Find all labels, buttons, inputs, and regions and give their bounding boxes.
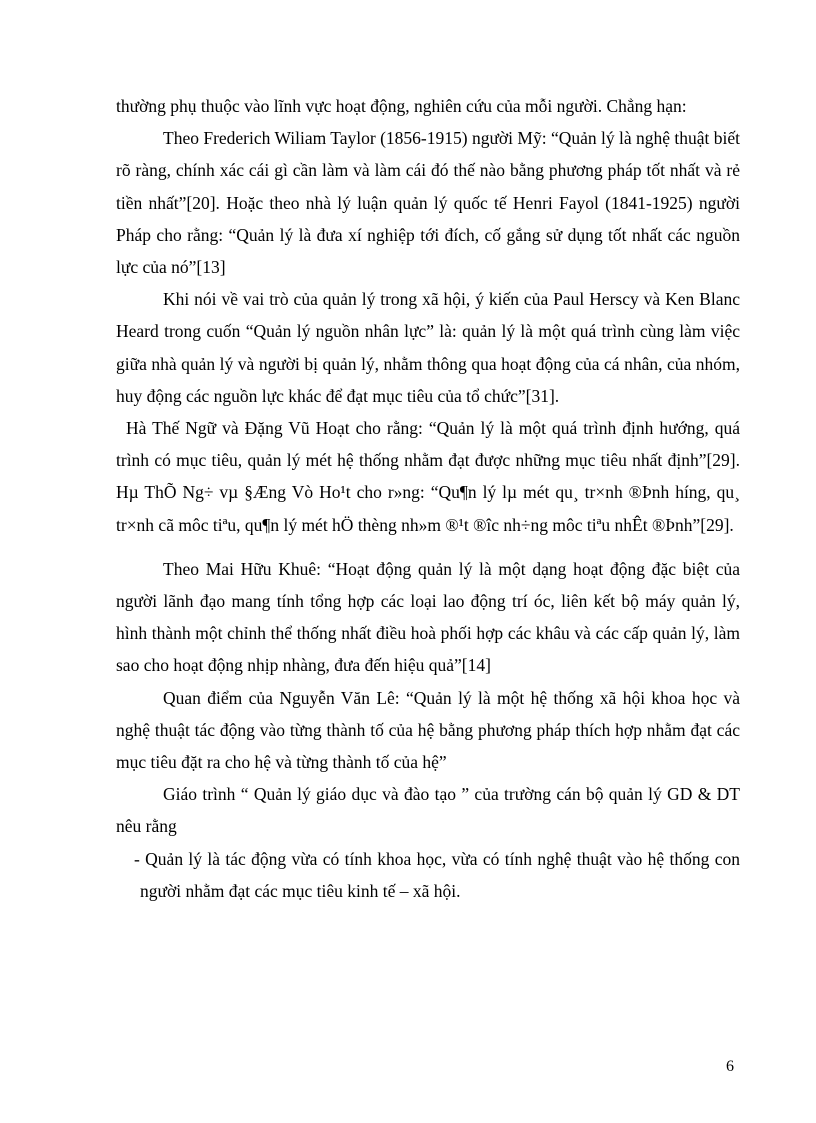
page-number: 6 xyxy=(726,1058,734,1075)
paragraph-intro: thường phụ thuộc vào lĩnh vực hoạt động, nghiên cứu của mỗi người. Chẳng hạn: xyxy=(116,96,687,116)
paragraph-mai-huu-khue: Theo Mai Hữu Khuê: “Hoạt động quản lý là một dạng hoạt động đặc biệt của người lãnh đạo mang tính tổng hợp các loại lao động trí óc, liên kết bộ máy quản lý, hình thành một chỉnh thể thống nhất điều hoà phối hợp các khâu và các cấp quản lý, làm sao cho hoạt động nhịp nhàng, đưa đến hiệu quả”[14] xyxy=(116,558,740,676)
body-text xyxy=(116,90,740,907)
paragraph-herscy-blanchard: Khi nói về vai trò của quản lý trong xã hội, ý kiến của Paul Herscy và Ken Blanc Heard trong cuốn “Quản lý nguồn nhân lực” là: quản lý là một quá trình cùng làm việc giữa nhà quản lý và người bị quản lý, nhằm thông qua hoạt động của cá nhân, của nhóm, huy động các nguồn lực khác để đạt mục tiêu của tổ chức”[31]. xyxy=(116,289,740,406)
paragraph-taylor-fayol: Theo Frederich Wiliam Taylor (1856-1915) người Mỹ: “Quản lý là nghệ thuật biết rõ ràng, chính xác cái gì cần làm và làm cái đó thế nào bằng phương pháp tốt nhất và rẻ tiền nhất”[20]. Hoặc theo nhà lý luận quản lý quốc tế Henri Fayol (1841-1925) người Pháp cho rằng: “Quản lý là đưa xí nghiệp tới đích, cố gắng sử dụng tốt nhất các nguồn lực của nó”[13] xyxy=(116,128,741,278)
paragraph-ha-the-ngu: Hà Thế Ngữ và Đặng Vũ Hoạt cho rằng: “Quản lý là một quá trình định hướng, quá trình có mục tiêu, quản lý mét hệ thống nhằm đạt được những mục tiêu nhất định”[29]. Hµ ThÕ Ng÷ vµ §Æng Vò Ho¹t cho r»ng: “Qu¶n lý lµ mét qu¸ tr×nh ®Þnh híng, qu¸ tr×nh cã môc tiªu, qu¶n lý mét hÖ thèng nh»m ®¹t ®îc nh÷ng môc tiªu nhÊt ®Þnh”[29]. xyxy=(116,418,740,535)
paragraph-nguyen-van-le: Quan điểm của Nguyễn Văn Lê: “Quản lý là một hệ thống xã hội khoa học và nghệ thuật tác động vào từng thành tố của hệ bằng phương pháp thích hợp nhằm đạt các mục tiêu đặt ra cho hệ và từng thành tố của hệ” xyxy=(116,687,740,773)
paragraph-giao-trinh: Giáo trình “ Quản lý giáo dục và đào tạo ” của trường cán bộ quản lý GD & DT nêu rằng xyxy=(116,784,740,837)
list-item-definition: - Quản lý là tác động vừa có tính khoa học, vừa có tính nghệ thuật vào hệ thống con người nhằm đạt các mục tiêu kinh tế – xã hội. xyxy=(134,848,740,901)
